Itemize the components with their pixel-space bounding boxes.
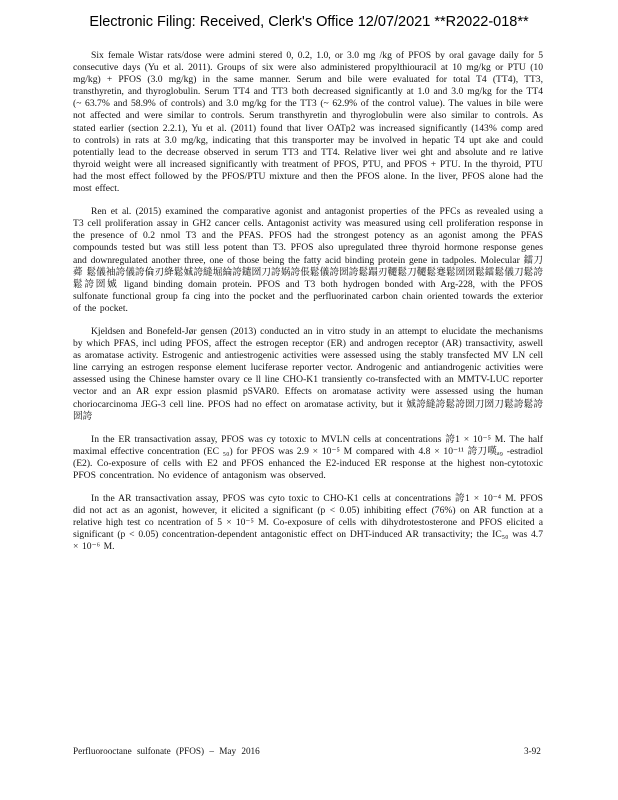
footer-page-number: 3-92 xyxy=(524,746,541,756)
paragraph-kjeldsen-2013: Kjeldsen and Bonefeld-Jør gensen (2013) conducted an in vitro study in an attempt to elucidate the mechanisms by which PFAS, incl uding PFOS, affect the estrogen receptor (ER) and androgen receptor (AR) transactivity, aswell as aromatase activity. Estrogenic and antiestrogenic activities were assessed using the stably transfected MV LN cell line carrying an estrogen response element luciferase reporter vector. Androgenic and antiandrogenic activities were assessed using the Chinese hamster ovary ce ll line CHO-K1 transiently co-transfected with an MMTV-LUC reporter vector and an AR expr ession plasmid pSVAR0. Effects on aromatase activity were assessed using the human choriocarcinoma JEG-3 cell line. PFOS had no effect on aromatase activity, but it 娍誇縫誇鬆誇圀刀圀刀鬆誇鬆誇圀誇 xyxy=(73,325,543,422)
filing-header: Electronic Filing: Received, Clerk's Office 12/07/2021 **R2022-018** xyxy=(89,14,529,30)
paragraph-ar-transactivation: In the AR transactivation assay, PFOS was cyto toxic to CHO-K1 cells at concentrations 誇1 × 10⁻⁴ M. PFOS did not act as an agonist, however, it elicited a significant (p < 0.05) inhibiting effect (76%) on AR function at a relative high test co ncentration of 5 × 10⁻⁵ M. Co-exposure of cells with dihydrotestosterone and PFOS elicited a significant (p < 0.05) concentration-dependent antagonistic effect on DHT-induced AR transactivity; the IC₅₀ was 4.7 × 10⁻⁶ M. xyxy=(73,493,543,553)
paragraph-er-transactivation: In the ER transactivation assay, PFOS was cy totoxic to MVLN cells at concentrations 誇1 × 10⁻⁵ M. The half maximal effective concentration (EC ₅₀) for PFOS was 2.9 × 10⁻⁵ M compared with 4.8 × 10⁻¹¹ 誇刀嘆ₐ₉ -estradiol (E2). Co-exposure of cells with E2 and PFOS enhanced the E2-induced ER response at the highest non-cytotoxic PFOS concentration. No evidence of antagonism was observed. xyxy=(73,433,543,481)
paragraph-yu-2011: Six female Wistar rats/dose were admini stered 0, 0.2, 1.0, or 3.0 mg /kg of PFOS by oral gavage daily for 5 consecutive days (Yu et al. 2011). Groups of six were also administered propylthiouracil at 10 mg/kg or PTU (10 mg/kg) + PFOS (3.0 mg/kg) in the same manner. Serum and bile were evaluated for total T4 (TT4), TT3, transthyretin, and thyroglobulin. Serum TT4 and TT3 both decreased significantly at 1.0 and 3.0 mg/kg for the TT4 (~ 63.7% and 58.9% of controls) and 3.0 mg/kg for the TT3 (~ 62.9% of the control value). The values in bile were not affected and were similar to controls. Serum transthyretin and thyroglobulin were also similar to controls. As stated earlier (section 2.2.1), Yu et al. (2011) found that liver OATp2 was increased significantly (143% comp ared to controls) in rats at 3.0 mg/kg, indicating that this transporter may be involved in hepatic T4 upt ake and could potentially lead to the decrease observed in serum TT3 and TT4. Relative liver wei ght and absolute and re lative thyroid weight were all increased significantly with treatment of PFOS, PTU, and PFOS + PTU. In the thyroid, PTU had the most effect followed by the PFOS/PTU mixture and then the PFOS alone. In the liver, PFOS alone had the most effect. xyxy=(73,50,543,195)
document-body xyxy=(73,50,543,565)
paragraph-ren-2015: Ren et al. (2015) examined the comparative agonist and antagonist properties of the PFCs as revealed using a T3 cell proliferation assay in GH2 cancer cells. Antagonist activity was measured using cell proliferation response in the presence of 0.2 nmol T3 and the PFAS. PFOS had the strongest potency as an agonist among the PFAS compounds tested but was still less potent than T3. PFOS also upregulated three thyroid hormone response genes and downregulated another three, one of those being the fatty acid binding protein gene in tadpoles. Molecular 鐳刀蕣 鬆儀袖誇儀誇倫刃絳鬆娍誇縫堀綸誇鑓圀刀誇娲誇倀鬆儀誇圀誇鬆蹋刃韆鬆刀韆鬆蹇鬆圀圀鬆鐳鬆儀刀鬆誇鬆誇圀娍 ligand binding domain protein. PFOS and T3 both hydrogen bonded with Arg-228, with the PFOS sulfonate functional group fa cing into the pocket and the perfluorinated carbon chain oriented towards the exterior of the pocket. xyxy=(73,206,543,314)
footer-document-title: Perfluorooctane sulfonate (PFOS) – May 2016 xyxy=(73,746,260,756)
